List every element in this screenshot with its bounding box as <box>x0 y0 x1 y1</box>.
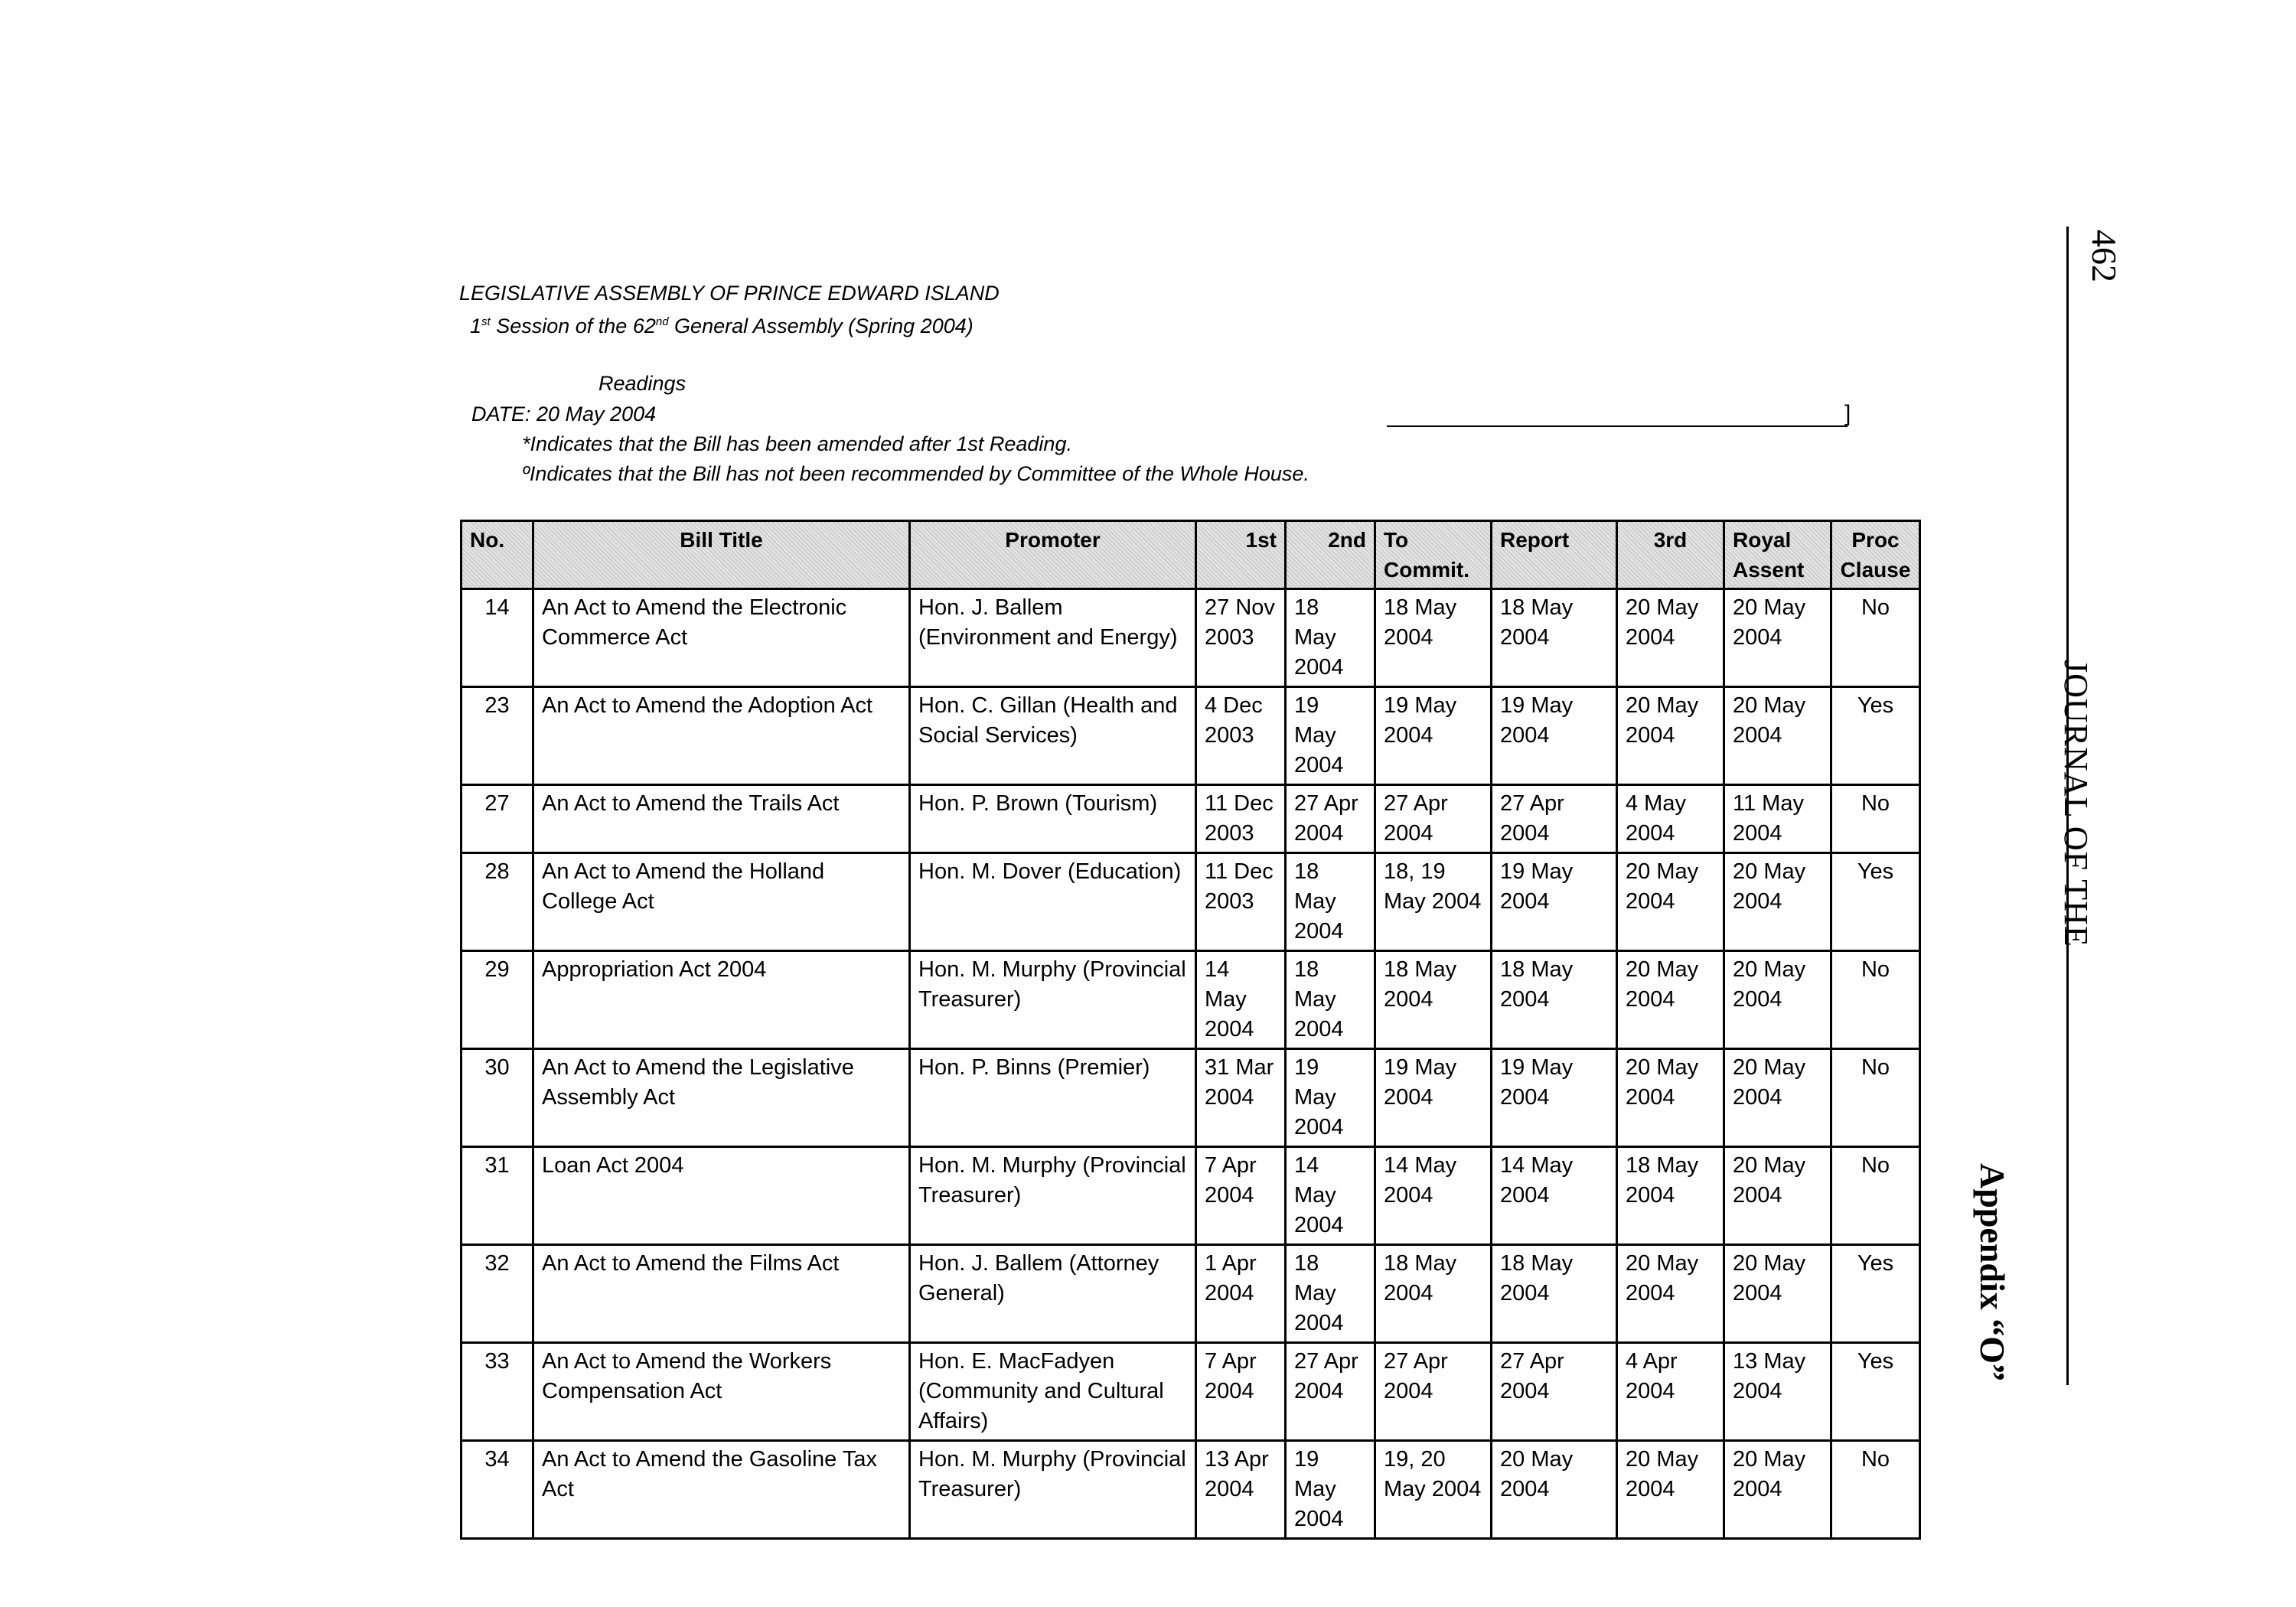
cell-assent: 11 May 2004 <box>1724 785 1831 853</box>
col-header-first: 1st <box>1196 521 1286 589</box>
cell-first: 11 Dec 2003 <box>1196 853 1286 951</box>
cell-promoter: Hon. C. Gillan (Health and Social Services) <box>910 687 1196 785</box>
cell-promoter: Hon. P. Binns (Premier) <box>910 1049 1196 1147</box>
cell-first: 27 Nov 2003 <box>1196 589 1286 687</box>
cell-title: An Act to Amend the Films Act <box>533 1245 910 1343</box>
cell-second: 18 May 2004 <box>1286 853 1375 951</box>
session-line <box>470 308 974 341</box>
session-pre: 1 <box>470 315 482 337</box>
cell-commit: 18 May 2004 <box>1375 589 1492 687</box>
cell-report: 27 Apr 2004 <box>1492 785 1617 853</box>
table-row <box>461 785 1920 853</box>
cell-third: 20 May 2004 <box>1617 1049 1724 1147</box>
cell-commit: 19 May 2004 <box>1375 1049 1492 1147</box>
cell-no: 27 <box>461 785 533 853</box>
cell-second: 27 Apr 2004 <box>1286 1343 1375 1441</box>
cell-second: 19 May 2004 <box>1286 687 1375 785</box>
cell-first: 4 Dec 2003 <box>1196 687 1286 785</box>
cell-commit: 14 May 2004 <box>1375 1147 1492 1245</box>
cell-first: 14 May 2004 <box>1196 951 1286 1049</box>
session-mid: Session of the 62 <box>490 315 656 337</box>
cell-promoter: Hon. M. Murphy (Provincial Treasurer) <box>910 1441 1196 1539</box>
col-header-report: Report <box>1492 521 1617 589</box>
cell-report: 20 May 2004 <box>1492 1441 1617 1539</box>
cell-assent: 20 May 2004 <box>1724 589 1831 687</box>
cell-third: 20 May 2004 <box>1617 1245 1724 1343</box>
cell-third: 4 Apr 2004 <box>1617 1343 1724 1441</box>
cell-no: 23 <box>461 687 533 785</box>
signature-bracket: ] <box>1844 401 1851 426</box>
date-line: DATE: 20 May 2004 <box>471 403 657 425</box>
col-header-promoter: Promoter <box>910 521 1196 589</box>
col-header-third: 3rd <box>1617 521 1724 589</box>
bills-table <box>460 520 1921 1540</box>
cell-promoter: Hon. M. Murphy (Provincial Treasurer) <box>910 951 1196 1049</box>
table-header-row <box>461 521 1920 589</box>
table-row <box>461 687 1920 785</box>
cell-assent: 20 May 2004 <box>1724 1049 1831 1147</box>
cell-promoter: Hon. J. Ballem (Attorney General) <box>910 1245 1196 1343</box>
assembly-title: LEGISLATIVE ASSEMBLY OF PRINCE EDWARD ISLAND <box>459 282 1000 305</box>
cell-report: 19 May 2004 <box>1492 1049 1617 1147</box>
session-post: General Assembly (Spring 2004) <box>668 315 974 337</box>
col-header-bill-title: Bill Title <box>533 521 910 589</box>
cell-third: 20 May 2004 <box>1617 589 1724 687</box>
cell-report: 18 May 2004 <box>1492 1245 1617 1343</box>
cell-assent: 20 May 2004 <box>1724 1147 1831 1245</box>
appendix-label: Appendix “O” <box>1973 1163 2012 1382</box>
cell-proc: Yes <box>1831 687 1920 785</box>
col-header-second: 2nd <box>1286 521 1375 589</box>
cell-title: An Act to Amend the Legislative Assembly Act <box>533 1049 910 1147</box>
cell-third: 18 May 2004 <box>1617 1147 1724 1245</box>
cell-promoter: Hon. M. Murphy (Provincial Treasurer) <box>910 1147 1196 1245</box>
cell-commit: 27 Apr 2004 <box>1375 785 1492 853</box>
cell-title: An Act to Amend the Electronic Commerce Act <box>533 589 910 687</box>
cell-report: 27 Apr 2004 <box>1492 1343 1617 1441</box>
cell-promoter: Hon. P. Brown (Tourism) <box>910 785 1196 853</box>
cell-first: 7 Apr 2004 <box>1196 1147 1286 1245</box>
cell-assent: 20 May 2004 <box>1724 951 1831 1049</box>
col-header-no: No. <box>461 521 533 589</box>
cell-first: 31 Mar 2004 <box>1196 1049 1286 1147</box>
note-amended: *Indicates that the Bill has been amended after 1st Reading. <box>522 432 1072 455</box>
col-header-royal-assent: Royal Assent <box>1724 521 1831 589</box>
cell-commit: 18, 19 May 2004 <box>1375 853 1492 951</box>
cell-no: 29 <box>461 951 533 1049</box>
cell-proc: No <box>1831 1441 1920 1539</box>
col-header-to-commit: To Commit. <box>1375 521 1492 589</box>
cell-report: 19 May 2004 <box>1492 687 1617 785</box>
table-row <box>461 589 1920 687</box>
table-row <box>461 853 1920 951</box>
cell-proc: Yes <box>1831 1245 1920 1343</box>
cell-commit: 27 Apr 2004 <box>1375 1343 1492 1441</box>
cell-title: An Act to Amend the Holland College Act <box>533 853 910 951</box>
cell-no: 30 <box>461 1049 533 1147</box>
table-row <box>461 1147 1920 1245</box>
cell-second: 18 May 2004 <box>1286 951 1375 1049</box>
table-row <box>461 1245 1920 1343</box>
cell-proc: No <box>1831 951 1920 1049</box>
page-number: 462 <box>2085 230 2124 282</box>
cell-proc: No <box>1831 1049 1920 1147</box>
cell-no: 31 <box>461 1147 533 1245</box>
cell-title: An Act to Amend the Gasoline Tax Act <box>533 1441 910 1539</box>
cell-third: 20 May 2004 <box>1617 1441 1724 1539</box>
cell-proc: Yes <box>1831 853 1920 951</box>
cell-report: 18 May 2004 <box>1492 589 1617 687</box>
cell-assent: 13 May 2004 <box>1724 1343 1831 1441</box>
cell-assent: 20 May 2004 <box>1724 853 1831 951</box>
signature-line <box>1387 425 1848 427</box>
cell-title: An Act to Amend the Workers Compensation Act <box>533 1343 910 1441</box>
cell-no: 34 <box>461 1441 533 1539</box>
cell-no: 32 <box>461 1245 533 1343</box>
cell-second: 18 May 2004 <box>1286 1245 1375 1343</box>
cell-third: 4 May 2004 <box>1617 785 1724 853</box>
cell-report: 19 May 2004 <box>1492 853 1617 951</box>
cell-promoter: Hon. M. Dover (Education) <box>910 853 1196 951</box>
cell-commit: 18 May 2004 <box>1375 951 1492 1049</box>
cell-no: 14 <box>461 589 533 687</box>
cell-second: 18 May 2004 <box>1286 589 1375 687</box>
cell-assent: 20 May 2004 <box>1724 1441 1831 1539</box>
cell-commit: 19, 20 May 2004 <box>1375 1441 1492 1539</box>
table-row <box>461 1441 1920 1539</box>
cell-assent: 20 May 2004 <box>1724 687 1831 785</box>
cell-second: 19 May 2004 <box>1286 1049 1375 1147</box>
cell-title: Loan Act 2004 <box>533 1147 910 1245</box>
cell-proc: Yes <box>1831 1343 1920 1441</box>
cell-third: 20 May 2004 <box>1617 853 1724 951</box>
cell-proc: No <box>1831 1147 1920 1245</box>
session-sup-2: nd <box>655 315 669 328</box>
cell-title: An Act to Amend the Adoption Act <box>533 687 910 785</box>
cell-no: 33 <box>461 1343 533 1441</box>
cell-first: 13 Apr 2004 <box>1196 1441 1286 1539</box>
cell-no: 28 <box>461 853 533 951</box>
table-row <box>461 1049 1920 1147</box>
cell-proc: No <box>1831 785 1920 853</box>
cell-commit: 19 May 2004 <box>1375 687 1492 785</box>
table-row <box>461 1343 1920 1441</box>
cell-promoter: Hon. J. Ballem (Environment and Energy) <box>910 589 1196 687</box>
cell-report: 14 May 2004 <box>1492 1147 1617 1245</box>
table-row <box>461 951 1920 1049</box>
readings-label: Readings <box>598 372 687 395</box>
session-sup-1: st <box>481 315 491 328</box>
cell-proc: No <box>1831 589 1920 687</box>
cell-title: Appropriation Act 2004 <box>533 951 910 1049</box>
cell-second: 19 May 2004 <box>1286 1441 1375 1539</box>
cell-second: 27 Apr 2004 <box>1286 785 1375 853</box>
cell-third: 20 May 2004 <box>1617 951 1724 1049</box>
cell-first: 1 Apr 2004 <box>1196 1245 1286 1343</box>
cell-title: An Act to Amend the Trails Act <box>533 785 910 853</box>
cell-promoter: Hon. E. MacFadyen (Community and Cultural Affairs) <box>910 1343 1196 1441</box>
cell-commit: 18 May 2004 <box>1375 1245 1492 1343</box>
note-not-recommended: ºIndicates that the Bill has not been recommended by Committee of the Whole House. <box>522 462 1309 485</box>
cell-report: 18 May 2004 <box>1492 951 1617 1049</box>
col-header-proc-clause: Proc Clause <box>1831 521 1920 589</box>
cell-first: 7 Apr 2004 <box>1196 1343 1286 1441</box>
cell-first: 11 Dec 2003 <box>1196 785 1286 853</box>
cell-assent: 20 May 2004 <box>1724 1245 1831 1343</box>
journal-running-head: JOURNAL OF THE <box>2057 660 2095 947</box>
cell-second: 14 May 2004 <box>1286 1147 1375 1245</box>
cell-third: 20 May 2004 <box>1617 687 1724 785</box>
